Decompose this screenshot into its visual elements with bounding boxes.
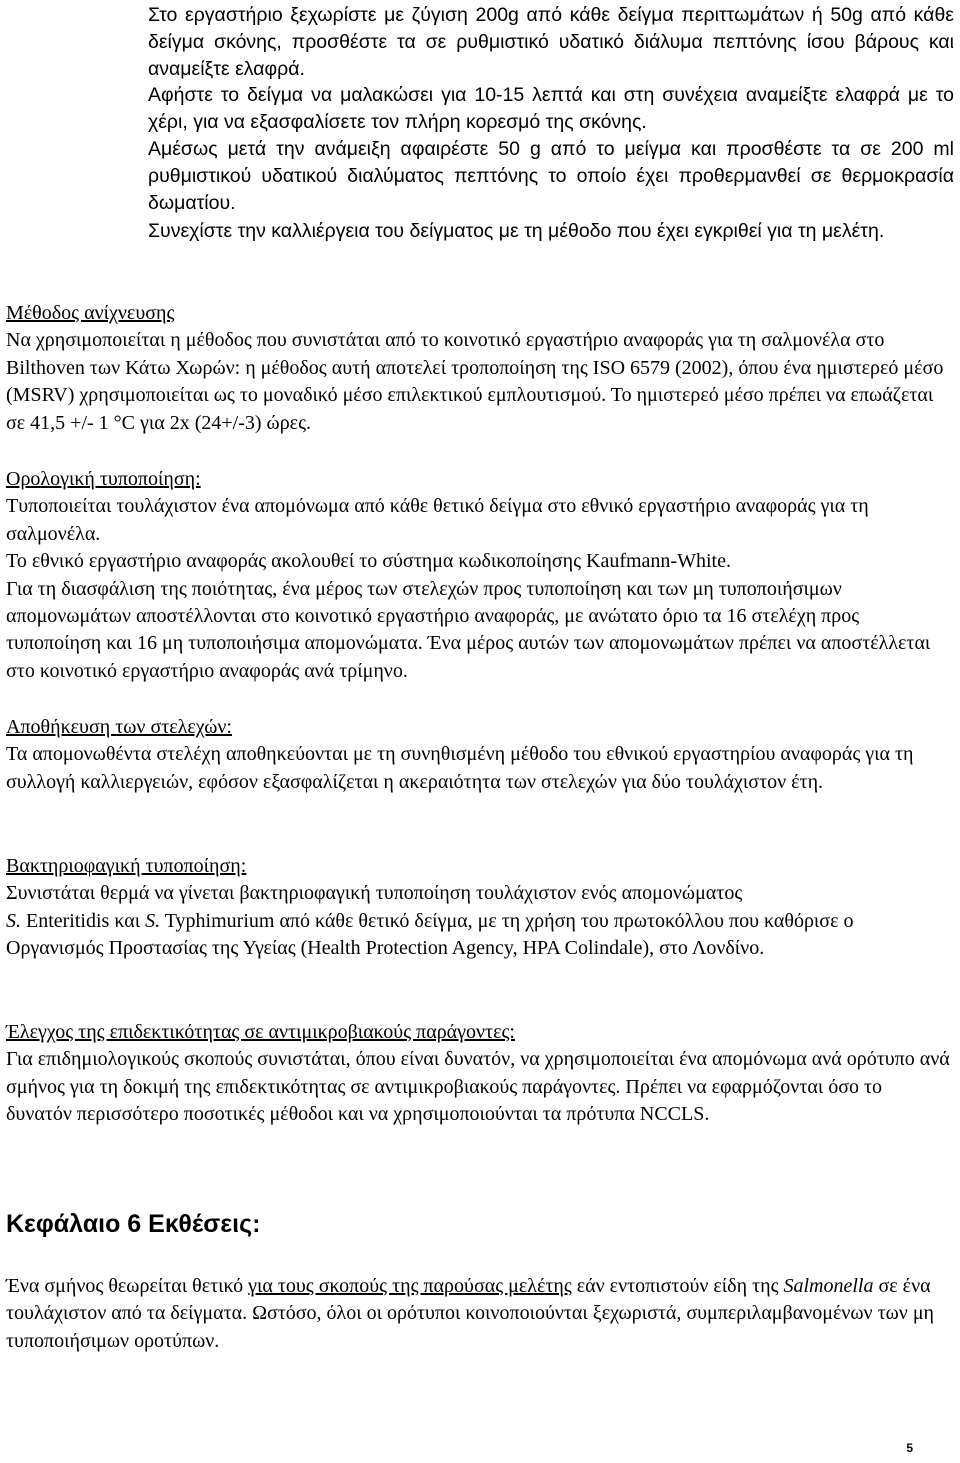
bullet-item — [0, 218, 960, 245]
strain-storage-section — [6, 714, 950, 796]
antimicrobial-susceptibility-section — [6, 1019, 950, 1129]
detection-method-section — [6, 300, 950, 437]
serotyping-section — [6, 466, 950, 685]
genus-abbrev: S. — [6, 909, 21, 932]
body-text: σε ένα τουλάχιστον από τα δείγματα. Ωστόσο, όλοι οι ορότυποι κοινοποιούνται ξεχωριστά, συμπεριλαμβανομένων των μη τυποποιήσιμων οροτύπων. — [6, 1275, 935, 1352]
bullet-text: Αμέσως μετά την ανάμειξη αφαιρέστε 50 g από το μείγμα και προσθέστε τα σε 200 ml ρυθμιστικού υδατικού διαλύματος πεπτόνης το οποίο έχει προθερμανθεί σε θερμοκρασία δωματίου. — [148, 138, 954, 215]
section-body: Τα απομονωθέντα στελέχη αποθηκεύονται με τη συνηθισμένη μέθοδο του εθνικού εργαστηρίου αναφοράς για τη συλλογή καλλιεργειών, εφόσον εξασφαλίζεται η ακεραιότητα των στελεχών για δύο τουλάχιστον έτη. — [6, 743, 914, 793]
body-text: Typhimurium από κάθε θετικό δείγμα, με τη χρήση του πρωτοκόλλου που καθόρισε ο Οργανισμός Προστασίας της Υγείας (Health Protection Agency, HPA Colindale), στο Λονδίνο. — [6, 909, 854, 960]
chapter-body — [6, 1273, 950, 1355]
section-heading: Ορολογική τυποποίηση: — [6, 468, 201, 490]
section-paragraph: Τυποποιείται τουλάχιστον ένα απομόνωμα από κάθε θετικό δείγμα στο εθνικό εργαστήριο αναφοράς για τη σαλμονέλα. — [6, 495, 869, 545]
italic-genus: Salmonella — [783, 1275, 874, 1297]
phage-typing-section — [6, 853, 950, 963]
section-heading: Έλεγχος της επιδεκτικότητας σε αντιμικροβιακούς παράγοντες: — [6, 1021, 515, 1043]
bullet-item — [0, 2, 960, 84]
section-heading: Βακτηριοφαγική τυποποίηση: — [6, 855, 247, 877]
bullet-item — [0, 136, 960, 218]
chapter-title: Κεφάλαιο 6 Εκθέσεις: — [6, 1210, 261, 1238]
body-text: εάν εντοπιστούν είδη της — [571, 1275, 784, 1297]
section-paragraph: Το εθνικό εργαστήριο αναφοράς ακολουθεί το σύστημα κωδικοποίησης Kaufmann-White. — [6, 550, 731, 573]
section-body: Να χρησιμοποιείται η μέθοδος που συνιστάται από το κοινοτικό εργαστήριο αναφοράς για τη σαλμονέλα στο Bilthoven των Κάτω Χωρών: η μέθοδος αυτή αποτελεί τροποποίηση της ISO 6579 (2002), όπου ένα ημιστερεό μέσο (MSRV) χρησιμοποιείται ως το μοναδικό μέσο επιλεκτικού εμπλουτισμού. Το ημιστερεό μέσο πρέπει να επωάζεται σε 41,5 +/- 1 °C για 2x (24+/-3) ώρες. — [6, 329, 944, 434]
section-body: Για επιδημιολογικούς σκοπούς συνιστάται, όπου είναι δυνατόν, να χρησιμοποιείται ένα απομόνωμα ανά ορότυπο ανά σμήνος για τη δοκιμή της επιδεκτικότητας σε αντιμικροβιακούς παράγοντες. Πρέπει να εφαρμόζονται όσο το δυνατόν περισσότερο ποσοτικές μέθοδοι και να χρησιμοποιούνται τα πρότυπα NCCLS. — [6, 1048, 950, 1126]
body-text: Enteritidis και — [21, 909, 146, 932]
section-heading: Αποθήκευση των στελεχών: — [6, 716, 232, 738]
bullet-text: Αφήστε το δείγμα να μαλακώσει για 10-15 λεπτά και στη συνέχεια αναμείξτε ελαφρά με το χέρι, για να εξασφαλίσετε τον πλήρη κορεσμό της σκόνης. — [148, 84, 954, 134]
body-text: Ένα σμήνος θεωρείται θετικό — [6, 1275, 249, 1297]
bullet-text: Συνεχίστε την καλλιέργεια του δείγματος με τη μέθοδο που έχει εγκριθεί για τη μελέτη. — [148, 220, 885, 242]
body-text: Συνιστάται θερμά να γίνεται βακτηριοφαγική τυποποίηση τουλάχιστον ενός απομονώματος — [6, 882, 743, 905]
section-paragraph: Για τη διασφάλιση της ποιότητας, ένα μέρος των στελεχών προς τυποποίηση και των μη τυποποιήσιμων απομονωμάτων αποστέλλονται στο κοινοτικό εργαστήριο αναφοράς, με ανώτατο όριο τα 16 στελέχη προς τυποποίηση και 16 μη τυποποιήσιμα απομονώματα. Ένα μέρος αυτών των απομονωμάτων πρέπει να αποστέλλεται στο κοινοτικό εργαστήριο αναφοράς ανά τρίμηνο. — [6, 577, 931, 682]
bullet-text: Στο εργαστήριο ξεχωρίστε με ζύγιση 200g από κάθε δείγμα περιττωμάτων ή 50g από κάθε δείγμα σκόνης, προσθέστε τα σε ρυθμιστικό υδατικό διάλυμα πεπτόνης ίσου βάρους και αναμείξτε ελαφρά. — [148, 4, 954, 81]
bullet-item — [0, 82, 960, 136]
section-body — [6, 880, 950, 962]
genus-abbrev: S. — [145, 909, 161, 932]
page-number: 5 — [906, 1441, 913, 1455]
underlined-phrase: για τους σκοπούς της παρούσας μελέτης — [248, 1275, 572, 1297]
section-heading: Μέθοδος ανίχνευσης — [6, 302, 175, 324]
